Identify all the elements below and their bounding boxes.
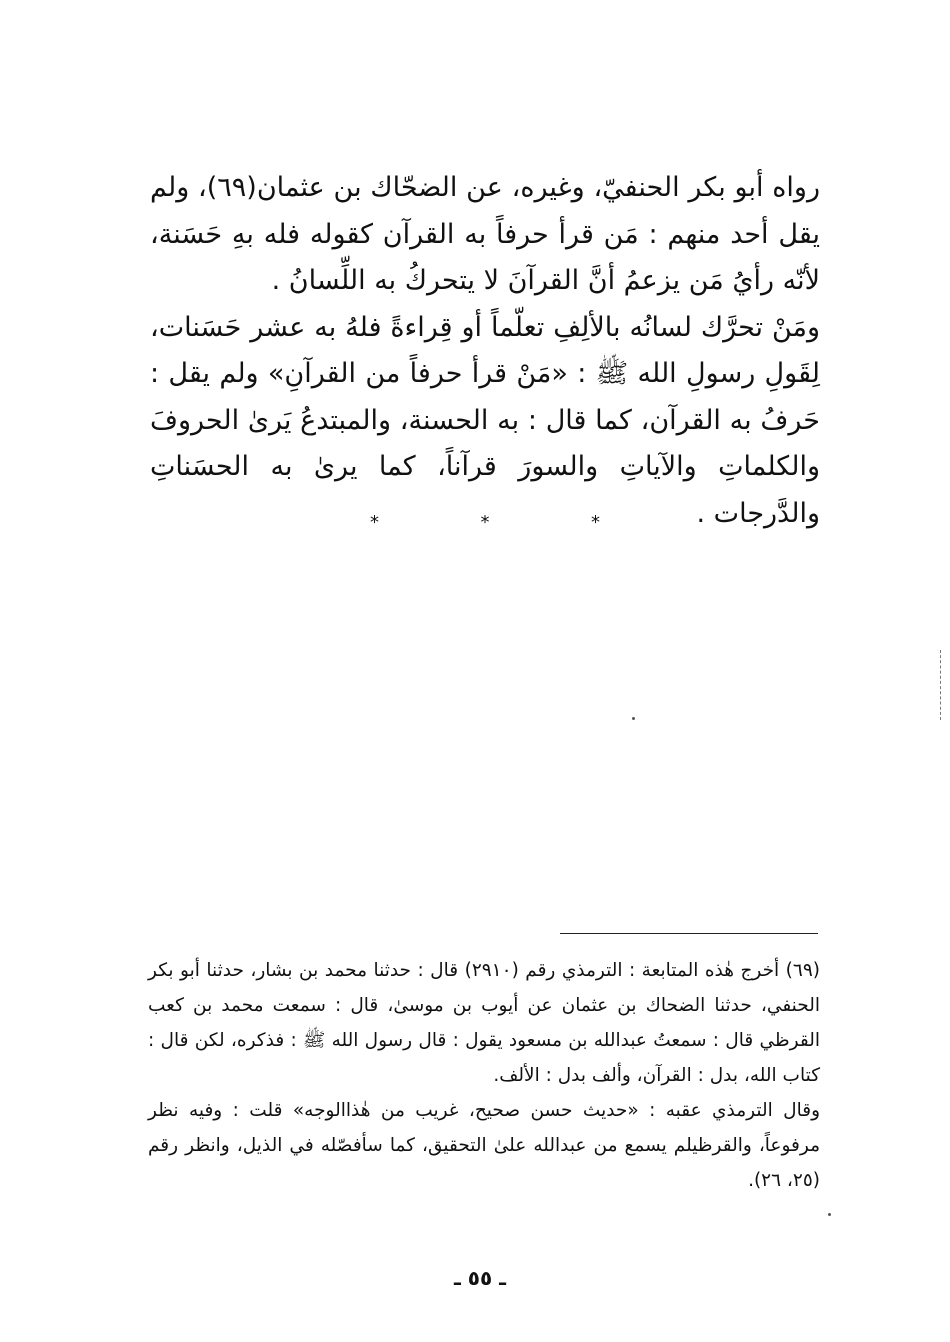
footnote-69-continuation: وقال الترمذي عقبه : «حديث حسن صحيح، غريب من هٰذاالوجه» قلت : وفيه نظر مرفوعاً، والقرظيلم يسمع من عبدالله علىٰ التحقيق، كما سأفصّله في الذيل، وانظر رقم (٢٥، ٢٦). <box>148 1100 820 1191</box>
footnotes <box>148 953 820 1198</box>
separator-star: * <box>370 512 379 533</box>
footnote-69: (٦٩) أخرج هٰذه المتابعة : الترمذي رقم (٢٩١٠) قال : حدثنا محمد بن بشار، حدثنا أبو بكر الحنفي، حدثنا الضحاك بن عثمان عن أيوب بن موسىٰ، قال : سمعت محمد بن كعب القرظي قال : سمعتُ عبدالله بن مسعود يقول : قال رسول الله ﷺ : فذكره، لكن قال : كتاب الله، بدل : القرآن، وألف بدل : الألف. <box>148 960 820 1086</box>
scan-speck <box>828 1213 831 1216</box>
page-number: ـ ٥٥ ـ <box>453 1266 507 1290</box>
scan-speck <box>632 717 635 720</box>
body-paragraph-1: رواه أبو بكر الحنفيّ، وغيره، عن الضحّاك بن عثمان(٦٩)، ولم يقل أحد منهم : مَن قرأ حرفاً به القرآن كقوله فله بهِ حَسَنة، لأنّه رأيُ مَن يزعمُ أنَّ القرآنَ لا يتحركُ به اللِّسانُ . <box>150 172 820 296</box>
body-paragraph-2: ومَنْ تحرَّك لسانُه بالألِفِ تعلّماً أو قِراءةً فلهُ به عشر حَسَنات، لِقَولِ رسولِ الله ﷺ : «مَنْ قرأ حرفاً من القرآنِ» ولم يقل : حَرفُ به القرآن، كما قال : به الحسنة، والمبتدعُ يَرىٰ الحروفَ والكلماتِ والآياتِ والسورَ قرآناً، كما يرىٰ به الحسَناتِ والدَّرجات . <box>150 311 820 529</box>
separator-star: * <box>480 512 490 533</box>
separator-star: * <box>591 512 600 533</box>
main-body-text <box>150 165 820 537</box>
footnote-divider <box>560 933 818 934</box>
scan-margin-mark <box>940 650 943 720</box>
section-separator <box>370 512 600 533</box>
